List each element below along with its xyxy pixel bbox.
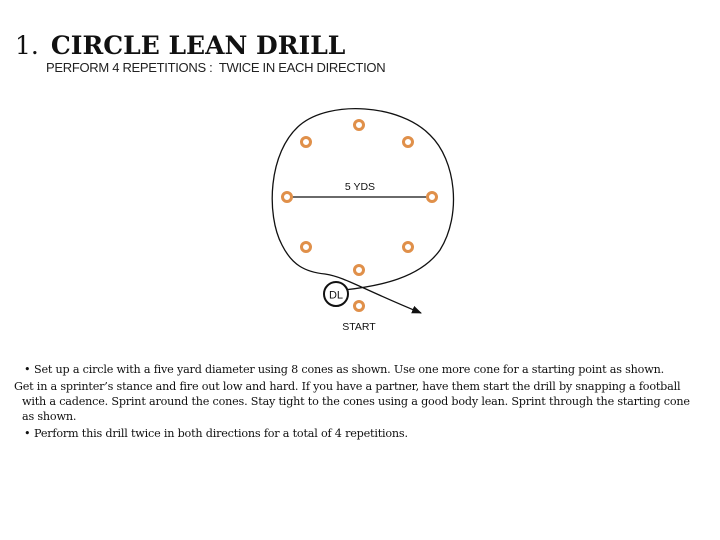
cone-icon	[355, 121, 364, 130]
cone-icon	[302, 243, 311, 252]
bullet-marker: •	[24, 427, 31, 440]
cone-icon	[355, 266, 364, 275]
cones	[283, 121, 437, 311]
instruction-text: Set up a circle with a five yard diameter using 8 cones as shown. Use one more cone for a starting point as shown.	[34, 363, 664, 376]
drill-number: 1.	[15, 31, 39, 60]
player-dl-label: DL	[328, 289, 344, 302]
instruction-text: Perform this drill twice in both directions for a total of 4 repetitions.	[34, 427, 408, 440]
instruction-item	[2, 379, 702, 424]
cone-icon	[302, 138, 311, 147]
bullet-marker: •	[24, 363, 31, 376]
cone-icon	[404, 138, 413, 147]
cone-icon	[283, 193, 292, 202]
cone-icon	[428, 193, 437, 202]
instruction-item	[22, 426, 702, 441]
cone-icon	[404, 243, 413, 252]
instructions-list	[14, 362, 702, 443]
drill-title: CIRCLE LEAN DRILL	[50, 31, 346, 60]
instruction-item	[22, 362, 702, 377]
instruction-text: Get in a sprinter’s stance and fire out low and hard. If you have a partner, have them start the drill by snapping a football with a cadence. Sprint around the cones. Stay tight to the cones using a good body lean. Sprint through the starting cone as shown.	[14, 380, 690, 423]
drill-subtitle: PERFORM 4 REPETITIONS : TWICE IN EACH DIRECTION	[46, 60, 386, 75]
bullet-marker	[2, 379, 14, 394]
diameter-label: 5 YDS	[344, 181, 376, 193]
start-cone-icon	[355, 302, 364, 311]
running-path	[272, 109, 453, 313]
start-label: START	[342, 321, 376, 333]
